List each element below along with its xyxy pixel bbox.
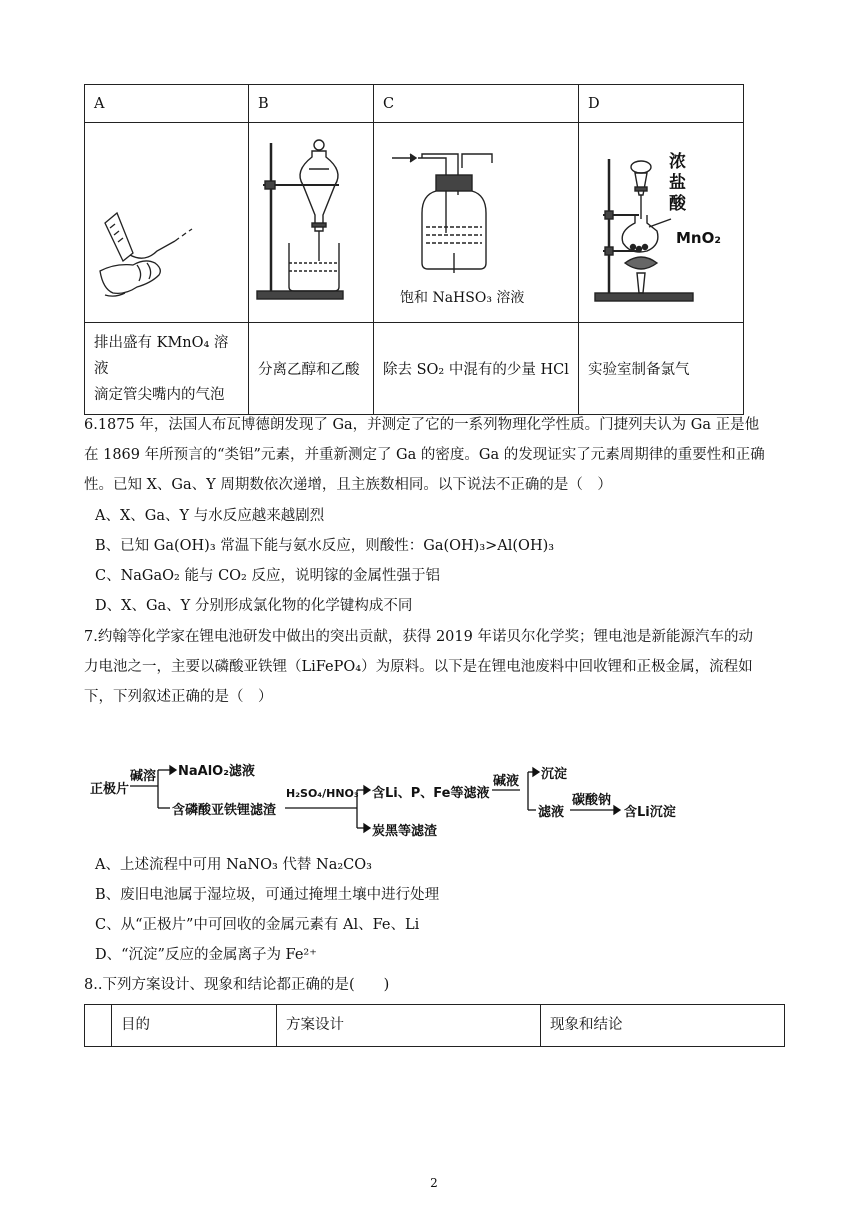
- q8-header-design: 方案设计: [277, 1005, 541, 1047]
- header-a: A: [85, 85, 249, 123]
- q6-option-a: A、X、Ga、Y 与水反应越来越剧烈: [95, 508, 325, 524]
- purpose-d: 实验室制备氯气: [579, 323, 744, 415]
- q6-stem-line3: 性。已知 X、Ga、Y 周期数依次递增，且主族数相同。以下说法不正确的是（ ）: [84, 477, 612, 493]
- d-acid-label-3: 酸: [669, 194, 686, 214]
- purpose-a-line2: 滴定管尖嘴内的气泡: [94, 386, 225, 403]
- q6-stem-line2: 在 1869 年所预言的“类铝”元素，并重新测定了 Ga 的密度。Ga 的发现证实了元素周期律的重要性和正确: [84, 447, 765, 463]
- flow-step2: H₂SO₄/HNO₃: [286, 787, 359, 800]
- q7-stem-line3: 下，下列叙述正确的是（ ）: [84, 689, 273, 705]
- d-reagent-label: MnO₂: [676, 229, 721, 247]
- q7-option-c: C、从“正极片”中可回收的金属元素有 Al、Fe、Li: [95, 917, 420, 933]
- flow-filtrate2: 含Li、P、Fe等滤液: [372, 786, 490, 801]
- flow-residue1: 含磷酸亚铁锂滤渣: [172, 803, 277, 818]
- d-acid-label-1: 浓: [669, 152, 686, 172]
- q8-header-result: 现象和结论: [541, 1005, 785, 1047]
- q8-stem: 8..下列方案设计、现象和结论都正确的是( ): [84, 977, 390, 993]
- header-c: C: [374, 85, 579, 123]
- purpose-b: 分离乙醇和乙酸: [249, 323, 374, 415]
- q7-stem-line2: 力电池之一，主要以磷酸亚铁锂（LiFePO₄）为原料。以下是在锂电池废料中回收锂和正极金属，流程如: [84, 659, 753, 675]
- header-b: B: [249, 85, 374, 123]
- page-number: 2: [430, 1176, 438, 1190]
- q8-header-blank: [85, 1005, 112, 1047]
- purpose-c: 除去 SO₂ 中混有的少量 HCl: [374, 323, 579, 415]
- purpose-a-line1: 排出盛有 KMnO₄ 溶液: [94, 334, 229, 377]
- flow-residue2: 炭黑等滤渣: [372, 824, 438, 839]
- q7-option-a: A、上述流程中可用 NaNO₃ 代替 Na₂CO₃: [95, 857, 372, 873]
- q6-option-c: C、NaGaO₂ 能与 CO₂ 反应，说明镓的金属性强于铝: [95, 568, 440, 584]
- d-acid-label-2: 盐: [669, 173, 686, 193]
- flow-step4: 碳酸钠: [572, 793, 612, 808]
- flow-step1: 碱溶: [130, 769, 157, 784]
- flow-step3: 碱液: [493, 774, 520, 789]
- q6-option-d: D、X、Ga、Y 分别形成氯化物的化学键构成不同: [95, 598, 413, 614]
- header-d: D: [579, 85, 744, 123]
- flow-filtrate3: 滤液: [538, 805, 565, 820]
- c-solution-label: 饱和 NaHSO₃ 溶液: [400, 290, 525, 306]
- q6-stem-line1: 6.1875 年，法国人布瓦博德朗发现了 Ga，并测定了它的一系列物理化学性质。门捷列夫认为 Ga 正是他: [84, 417, 760, 433]
- flow-precipitate: 沉淀: [541, 767, 568, 782]
- flow-final: 含Li沉淀: [624, 805, 676, 820]
- q8-header-purpose: 目的: [112, 1005, 277, 1047]
- flow-product1: NaAlO₂滤液: [178, 764, 255, 779]
- flow-start: 正极片: [90, 782, 130, 797]
- q8-table: [84, 1004, 785, 1047]
- q7-stem-line1: 7.约翰等化学家在锂电池研发中做出的突出贡献，获得 2019 年诺贝尔化学奖；锂电池是新能源汽车的动: [84, 629, 753, 645]
- q6-option-b: B、已知 Ga(OH)₃ 常温下能与氨水反应，则酸性：Ga(OH)₃>Al(OH)₃: [95, 538, 555, 554]
- q7-option-b: B、废旧电池属于湿垃圾，可通过掩埋土壤中进行处理: [95, 887, 440, 903]
- q7-option-d: D、“沉淀”反应的金属离子为 Fe²⁺: [95, 947, 317, 963]
